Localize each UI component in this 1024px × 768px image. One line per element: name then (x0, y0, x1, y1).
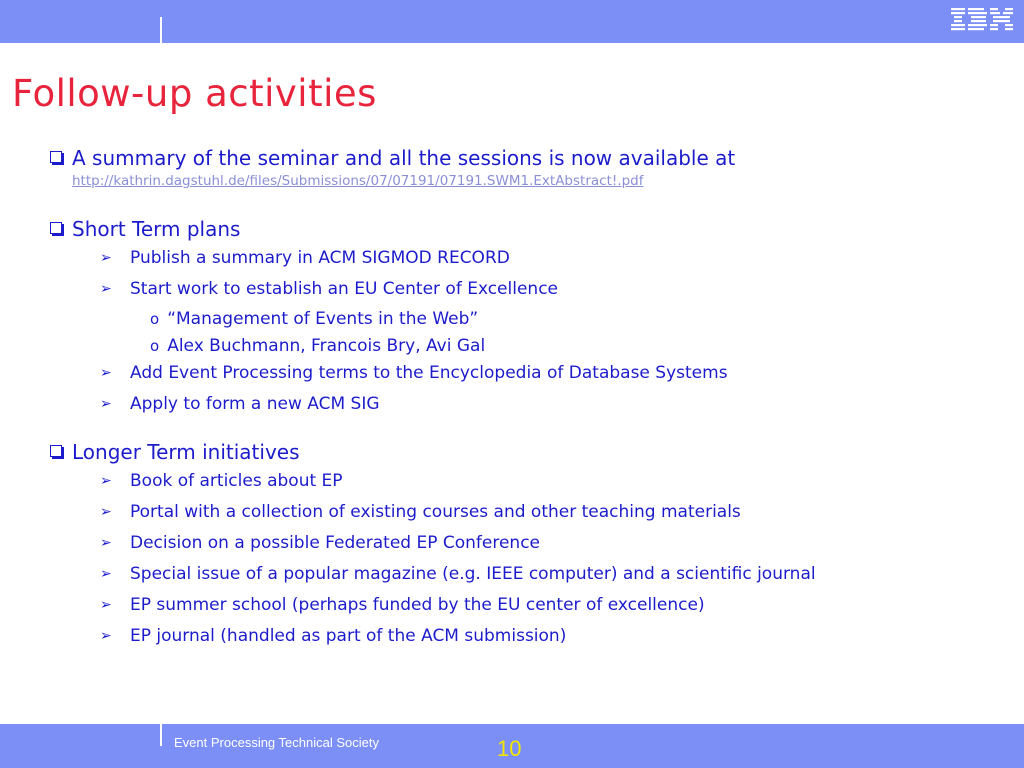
list-item: ➢ Special issue of a popular magazine (e.g. IEEE computer) and a scientific journal (100, 564, 816, 584)
list-item: ➢ Portal with a collection of existing courses and other teaching materials (100, 502, 741, 522)
section-text: Short Term plans (72, 217, 241, 241)
list-item: ➢ Book of articles about EP (100, 471, 343, 491)
arrow-bullet-icon: ➢ (100, 597, 112, 613)
arrow-bullet-icon: ➢ (100, 504, 112, 520)
section-longer-term (50, 440, 300, 464)
arrow-bullet-icon: ➢ (100, 535, 112, 551)
summary-link[interactable]: http://kathrin.dagstuhl.de/files/Submissions/07/07191/07191.SWM1.ExtAbstract!.pdf (72, 173, 644, 189)
list-item: ➢ EP summer school (perhaps funded by the EU center of excellence) (100, 595, 705, 615)
footer-divider (160, 724, 162, 746)
arrow-bullet-icon: ➢ (100, 628, 112, 644)
sub-list-item: o “Management of Events in the Web” (150, 309, 479, 329)
list-item: ➢ EP journal (handled as part of the ACM submission) (100, 626, 567, 646)
checkbox-bullet-icon (50, 222, 62, 234)
arrow-bullet-icon: ➢ (100, 473, 112, 489)
list-item: ➢ Publish a summary in ACM SIGMOD RECORD (100, 248, 510, 268)
circle-bullet-icon: o (150, 337, 160, 355)
list-item: ➢ Add Event Processing terms to the Encyclopedia of Database Systems (100, 363, 728, 383)
section-text: Longer Term initiatives (72, 440, 300, 464)
sub-list-item: o Alex Buchmann, Francois Bry, Avi Gal (150, 336, 486, 356)
list-item: ➢ Decision on a possible Federated EP Conference (100, 533, 541, 553)
arrow-bullet-icon: ➢ (100, 566, 112, 582)
section-text: A summary of the seminar and all the sessions is now available at (72, 146, 736, 170)
section-short-term (50, 217, 240, 241)
arrow-bullet-icon: ➢ (100, 250, 112, 266)
list-item: ➢ Start work to establish an EU Center of Excellence (100, 279, 559, 299)
list-item: ➢ Apply to form a new ACM SIG (100, 394, 380, 414)
arrow-bullet-icon: ➢ (100, 365, 112, 381)
page-number: 10 (497, 736, 522, 761)
arrow-bullet-icon: ➢ (100, 281, 112, 297)
footer-text: Event Processing Technical Society (174, 735, 379, 750)
checkbox-bullet-icon (50, 151, 62, 163)
footer-bar (0, 724, 1024, 768)
section-summary (50, 146, 735, 170)
checkbox-bullet-icon (50, 445, 62, 457)
circle-bullet-icon: o (150, 310, 160, 328)
arrow-bullet-icon: ➢ (100, 396, 112, 412)
slide-title: Follow-up activities (12, 72, 377, 115)
